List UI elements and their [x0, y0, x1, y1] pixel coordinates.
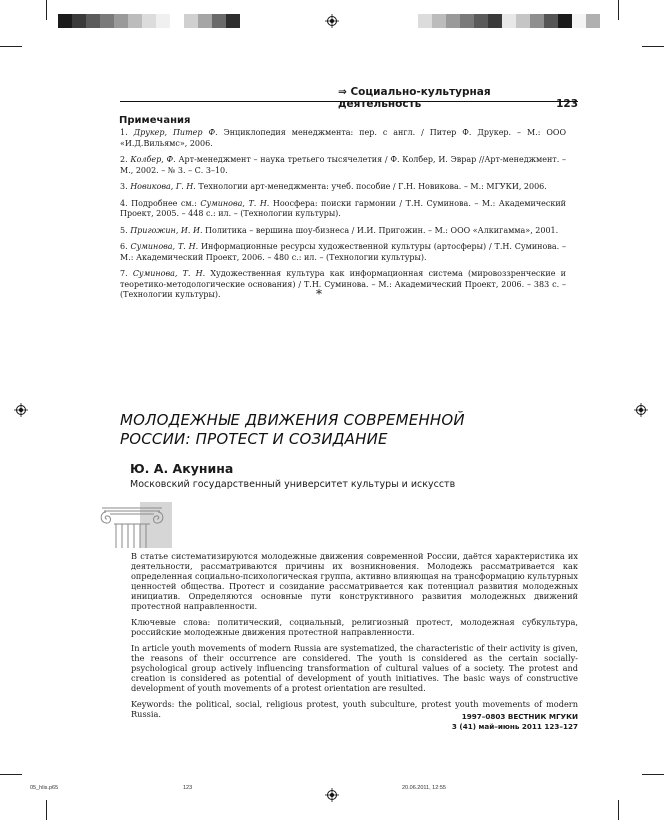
color-swatch [558, 14, 572, 28]
author-affiliation: Московский государственный университет культуры и искусств [130, 479, 456, 490]
color-swatch [72, 14, 86, 28]
section-title [338, 86, 556, 110]
crop-mark [46, 0, 47, 20]
note-item: 3. Новикова, Г. Н. Технологии арт-менеджмента: учеб. пособие / Г.Н. Новикова. – М.: МГУКИ, 2006. [120, 182, 547, 191]
crop-mark [642, 774, 664, 775]
color-swatch [474, 14, 488, 28]
color-swatch [226, 14, 240, 28]
journal-info: 1997–0803 ВЕСТНИК МГУКИ 3 (41) май–июнь 2011 123–127 [451, 712, 578, 731]
abstract-en: In article youth movements of modern Russia are systematized, the characteristic of their activity is given, the reasons of their occurrence are considered. The youth is considered as the certain socially-psychological group actively influencing transformation of cultural values of a society. The protest and creation is considered as potential of development of youth initiatives. The basic ways of constructive development of youth movements of a protest orientation are resulted. [131, 643, 578, 693]
color-swatch [100, 14, 114, 28]
color-swatch [544, 14, 558, 28]
crop-mark [618, 0, 619, 20]
color-swatch [502, 14, 516, 28]
registration-mark-icon [14, 403, 28, 417]
note-item: 1. Друкер, Питер Ф. Энциклопедия менеджмента: пер. с англ. / Питер Ф. Друкер. – М.: ООО «И.Д.Вильямс», 2006. [120, 128, 567, 148]
color-swatch [586, 14, 600, 28]
slug-page: 123 [183, 785, 193, 791]
running-head [120, 86, 578, 110]
color-swatch [170, 14, 184, 28]
registration-mark-icon [325, 14, 339, 28]
color-swatch [572, 14, 586, 28]
arrow-icon: ⇒ [338, 86, 347, 98]
color-swatch [460, 14, 474, 28]
color-swatch [530, 14, 544, 28]
color-swatch [446, 14, 460, 28]
keywords-ru: Ключевые слова: политический, социальный, религиозный протест, молодежная субкультура, российские молодежные движения протестной направленности. [131, 617, 578, 637]
keywords-en: Keywords: the political, social, religious protest, youth subculture, protest youth movements of modern Russia. [131, 699, 578, 719]
crop-mark [0, 774, 22, 775]
section-label: Социально-культурная деятельность [338, 86, 491, 110]
color-swatch [86, 14, 100, 28]
registration-mark-icon [634, 403, 648, 417]
color-swatch [128, 14, 142, 28]
crop-mark [0, 46, 22, 47]
notes-list [120, 128, 566, 307]
note-item: 5. Пригожин, И. И. Политика – вершина шоу-бизнеса / И.И. Пригожин. – М.: ООО «Алкигамма», 2001. [120, 225, 559, 235]
color-swatch [198, 14, 212, 28]
color-swatch [156, 14, 170, 28]
color-swatch [418, 14, 432, 28]
section-separator: * [316, 287, 322, 301]
color-swatch [58, 14, 72, 28]
header-rule [120, 101, 578, 102]
crop-mark [618, 800, 619, 820]
slug-date: 20.06.2011, 12:55 [402, 785, 446, 791]
color-swatch [516, 14, 530, 28]
abstract-block [131, 551, 578, 725]
color-bar-left [58, 14, 240, 28]
article-title: МОЛОДЕЖНЫЕ ДВИЖЕНИЯ СОВРЕМЕННОЙ РОССИИ: ПРОТЕСТ И СОЗИДАНИЕ [120, 411, 465, 448]
registration-mark-icon [325, 788, 339, 802]
note-item: 2. Колбер, Ф. Арт-менеджмент – наука третьего тысячелетия / Ф. Колбер, И. Эврар //Арт-менеджмент. – М., 2002. – № 3. – С. 3–10. [120, 155, 566, 175]
article-author: Ю. А. Акунина [130, 461, 234, 476]
note-item: 6. Суминова, Т. Н. Информационные ресурсы художественной культуры (артосферы) / Т.Н. Суминова. – М.: Академический Проект, 2006. – 480 с.: ил. – (Технологии культуры). [120, 242, 566, 262]
slug-filename: 05_hlis.p65 [30, 785, 59, 791]
color-swatch [142, 14, 156, 28]
color-swatch [114, 14, 128, 28]
crop-mark [46, 800, 47, 820]
color-swatch [432, 14, 446, 28]
notes-heading: Примечания [119, 115, 191, 126]
note-item: 7. Суминова, Т. Н. Художественная культура как информационная система (мировоззренческие и теоретико-методологические основания) / Т.Н. Суминова. – М.: Академический Проект, 2006. – 383 с. – (Технологии культуры). [120, 269, 566, 299]
ionic-column-logo-icon [96, 500, 174, 550]
abstract-ru: В статье систематизируются молодежные движения современной России, даётся характеристика их деятельности, рассматриваются причины их возникновения. Молодежь рассматривается как определенная социально-психологическая группа, активно влияющая на трансформацию культурных ценностей общества. Протест и созидание рассматривается как потенциал развития молодежных инициатив. Определяются основные пути конструктивного развития молодежных движений протестной направленности. [131, 551, 578, 611]
color-swatch [212, 14, 226, 28]
note-item: 4. Подробнее см.: Суминова, Т. Н. Ноосфера: поиски гармонии / Т.Н. Суминова. – М.: Академический Проект, 2005. – 448 с.: ил. – (Технологии культуры). [120, 198, 566, 218]
crop-mark [642, 46, 664, 47]
color-bar-right [418, 14, 600, 28]
page-number: 123 [556, 98, 578, 110]
color-swatch [184, 14, 198, 28]
color-swatch [488, 14, 502, 28]
